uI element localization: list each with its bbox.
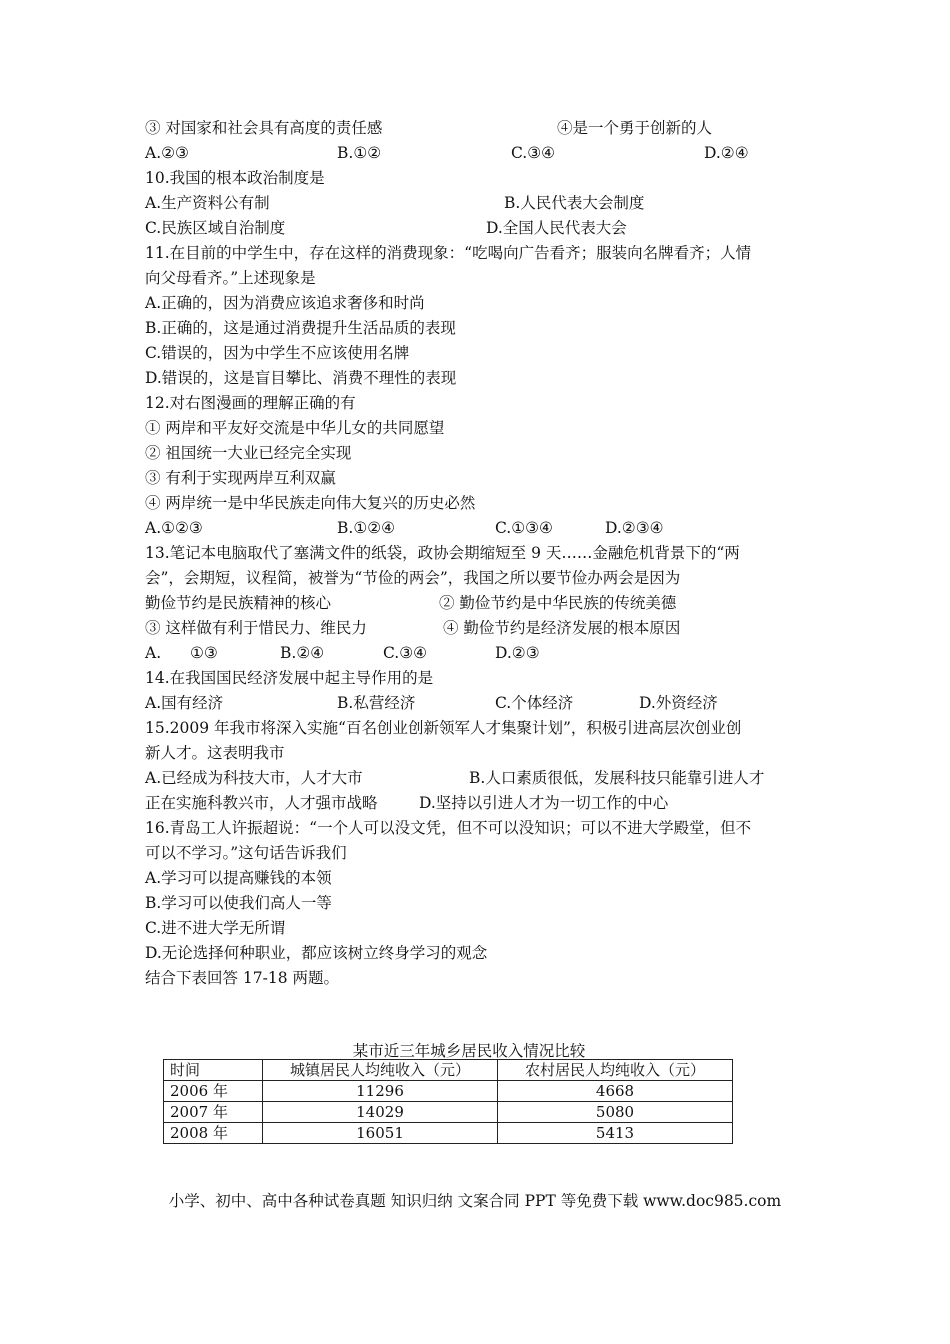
- q12-item-4: ④ 两岸统一是中华民族走向伟大复兴的历史必然: [145, 494, 476, 512]
- row-rural-income: 5413: [498, 1123, 733, 1144]
- q13-item-4: ④ 勤俭节约是经济发展的根本原因: [443, 619, 681, 637]
- q13-option-a-value: ①③: [190, 644, 218, 662]
- q11-option-b: B.正确的，这是通过消费提升生活品质的表现: [145, 319, 456, 337]
- table-instruction: 结合下表回答 17-18 两题。: [145, 969, 340, 987]
- q12-item-2: ② 祖国统一大业已经完全实现: [145, 444, 352, 462]
- q13-option-d: D.②③: [495, 644, 540, 662]
- q14-option-a: A.国有经济: [145, 694, 224, 712]
- q12-option-d: D.②③④: [605, 519, 664, 537]
- row-urban-income: 16051: [263, 1123, 498, 1144]
- q10-stem: 10.我国的根本政治制度是: [145, 169, 325, 187]
- q14-option-b: B.私营经济: [337, 694, 416, 712]
- q14-stem: 14.在我国国民经济发展中起主导作用的是: [145, 669, 434, 687]
- q15-stem-2: 新人才。这表明我市: [145, 744, 285, 762]
- q16-option-a: A.学习可以提高赚钱的本领: [145, 869, 332, 887]
- q12-stem: 12.对右图漫画的理解正确的有: [145, 394, 356, 412]
- table-caption-text: 某市近三年城乡居民收入情况比较: [352, 1042, 586, 1060]
- q12-item-1: ① 两岸和平友好交流是中华儿女的共同愿望: [145, 419, 445, 437]
- q9-item-4: ④是一个勇于创新的人: [557, 119, 713, 137]
- q15-option-c: 正在实施科教兴市，人才强市战略: [145, 794, 378, 812]
- q13-item-2: ② 勤俭节约是中华民族的传统美德: [439, 594, 677, 612]
- q10-option-d: D.全国人民代表大会: [486, 219, 627, 237]
- q12-option-a: A.①②③: [145, 519, 203, 537]
- header-urban-income: 城镇居民人均纯收入（元）: [263, 1060, 498, 1081]
- q10-option-a: A.生产资料公有制: [145, 194, 270, 212]
- table-row: [164, 1123, 733, 1144]
- q14-option-d: D.外资经济: [639, 694, 718, 712]
- q11-stem-1: 11.在目前的中学生中，存在这样的消费现象：“吃喝向广告看齐；服装向名牌看齐；人情: [145, 244, 752, 262]
- q16-option-b: B.学习可以使我们高人一等: [145, 894, 332, 912]
- q13-item-3: ③ 这样做有利于惜民力、维民力: [145, 619, 367, 637]
- q11-option-d: D.错误的，这是盲目攀比、消费不理性的表现: [145, 369, 457, 387]
- q13-option-b: B.②④: [280, 644, 325, 662]
- q9-option-c: C.③④: [511, 144, 556, 162]
- q9-option-d: D.②④: [704, 144, 749, 162]
- row-year: 2006 年: [164, 1081, 263, 1102]
- table-row: [164, 1081, 733, 1102]
- row-urban-income: 14029: [263, 1102, 498, 1123]
- row-rural-income: 4668: [498, 1081, 733, 1102]
- q9-option-a: A.②③: [145, 144, 189, 162]
- q10-option-b: B.人民代表大会制度: [504, 194, 645, 212]
- q11-stem-2: 向父母看齐。”上述现象是: [145, 269, 316, 287]
- header-rural-income: 农村居民人均纯收入（元）: [498, 1060, 733, 1081]
- q13-option-a-label: A.: [145, 644, 162, 662]
- q16-stem-2: 可以不学习。”这句话告诉我们: [145, 844, 347, 862]
- q15-option-b: B.人口素质很低，发展科技只能靠引进人才: [469, 769, 765, 787]
- row-urban-income: 11296: [263, 1081, 498, 1102]
- q12-option-c: C.①③④: [495, 519, 553, 537]
- q14-option-c: C.个体经济: [495, 694, 574, 712]
- q9-option-b: B.①②: [337, 144, 382, 162]
- q10-option-c: C.民族区域自治制度: [145, 219, 286, 237]
- q12-option-b: B.①②④: [337, 519, 396, 537]
- q13-stem-1: 13.笔记本电脑取代了塞满文件的纸袋，政协会期缩短至 9 天……金融危机背景下的“两: [145, 544, 740, 562]
- row-year: 2007 年: [164, 1102, 263, 1123]
- row-rural-income: 5080: [498, 1102, 733, 1123]
- q12-item-3: ③ 有利于实现两岸互利双赢: [145, 469, 336, 487]
- q16-option-c: C.进不进大学无所谓: [145, 919, 286, 937]
- q13-item-1: 勤俭节约是民族精神的核心: [145, 594, 332, 612]
- q11-option-a: A.正确的，因为消费应该追求奢侈和时尚: [145, 294, 425, 312]
- q13-option-c: C.③④: [383, 644, 428, 662]
- q15-option-a: A.已经成为科技大市，人才大市: [145, 769, 363, 787]
- q9-item-3: ③ 对国家和社会具有高度的责任感: [145, 119, 383, 137]
- page-footer: 小学、初中、高中各种试卷真题 知识归纳 文案合同 PPT 等免费下载 www.doc985.com: [168, 1192, 782, 1210]
- income-table: [163, 1059, 733, 1144]
- q16-option-d: D.无论选择何种职业，都应该树立终身学习的观念: [145, 944, 488, 962]
- q11-option-c: C.错误的，因为中学生不应该使用名牌: [145, 344, 410, 362]
- table-header-row: [164, 1060, 733, 1081]
- q16-stem-1: 16.青岛工人许振超说：“一个人可以没文凭，但不可以没知识；可以不进大学殿堂，但不: [145, 819, 752, 837]
- q15-stem-1: 15.2009 年我市将深入实施“百名创业创新领军人才集聚计划”，积极引进高层次创业创: [145, 719, 742, 737]
- row-year: 2008 年: [164, 1123, 263, 1144]
- q13-stem-2: 会”，会期短，议程简，被誉为“节俭的两会”，我国之所以要节俭办两会是因为: [145, 569, 681, 587]
- header-time: 时间: [164, 1060, 263, 1081]
- table-row: [164, 1102, 733, 1123]
- q15-option-d: D.坚持以引进人才为一切工作的中心: [419, 794, 669, 812]
